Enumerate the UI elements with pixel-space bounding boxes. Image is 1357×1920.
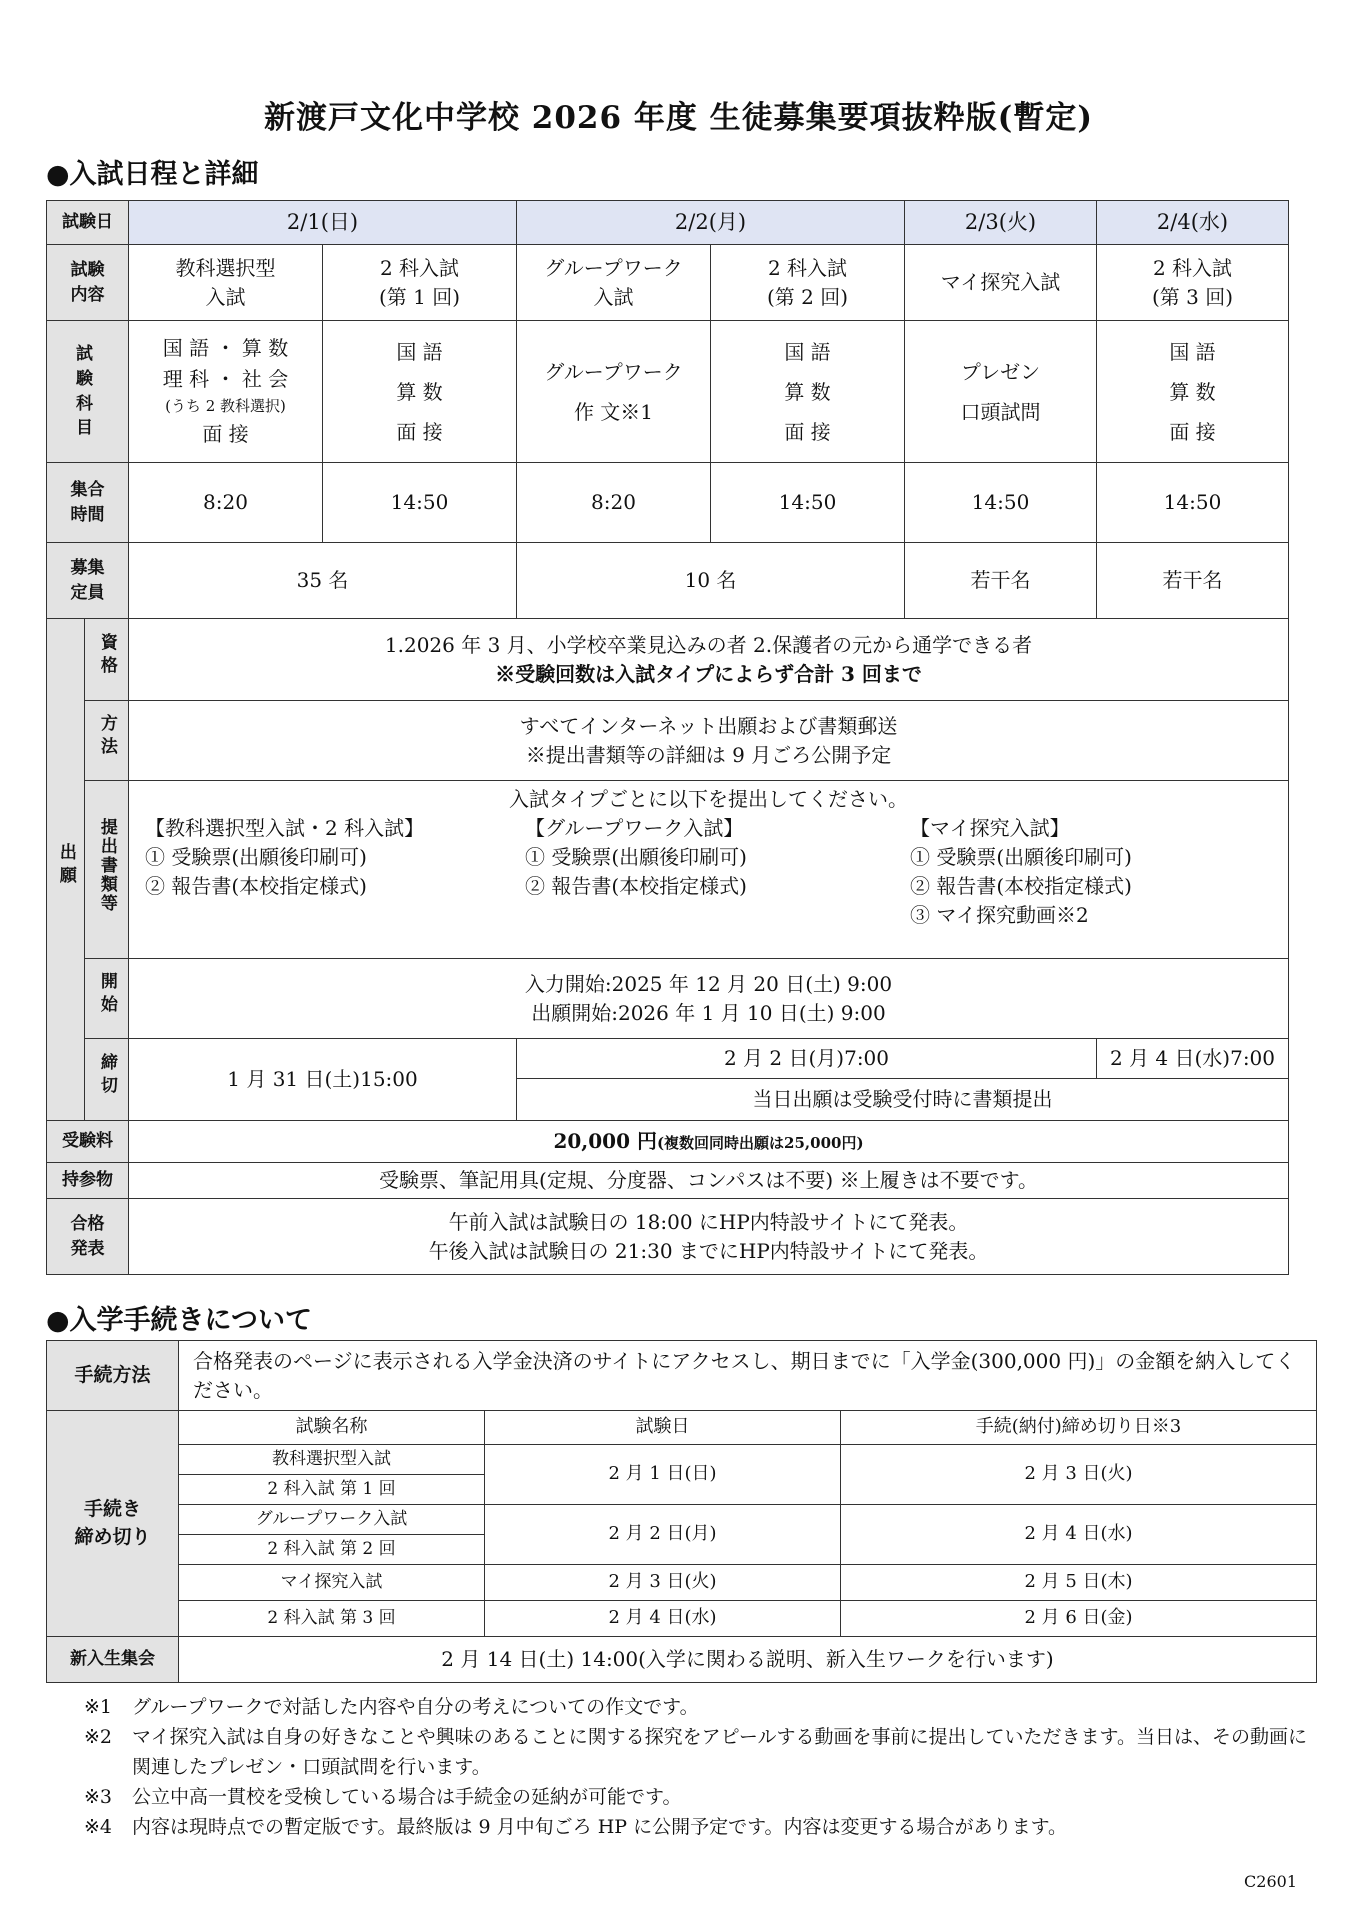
deadline-cell: 1 月 31 日(土)15:00 bbox=[129, 1039, 517, 1121]
exam-content: 2 科入試 (第 1 回) bbox=[323, 245, 517, 321]
docs-item: ② 報告書(本校指定様式) bbox=[525, 874, 747, 898]
orientation-text: 2 月 14 日(土) 14:00(入学に関わる説明、新入生ワークを行います) bbox=[179, 1637, 1317, 1683]
exam-name: 2 科入試 第 2 回 bbox=[179, 1535, 485, 1565]
exam-subjects bbox=[711, 321, 905, 463]
exam-subjects bbox=[517, 321, 711, 463]
schedule-table bbox=[46, 200, 1289, 1275]
subject-line: 算 数 bbox=[1169, 379, 1216, 404]
gather-time: 14:50 bbox=[711, 463, 905, 543]
deadline-note: 当日出願は受験受付時に書類提出 bbox=[517, 1079, 1289, 1121]
label-procedure-method: 手続方法 bbox=[47, 1341, 179, 1411]
docs-item: ① 受験票(出願後印刷可) bbox=[145, 845, 367, 869]
exam-content: 2 科入試 (第 2 回) bbox=[711, 245, 905, 321]
result-line: 午前入試は試験日の 18:00 にHP内特設サイトにて発表。 bbox=[448, 1209, 969, 1234]
exam-date: 2 月 2 日(月) bbox=[485, 1505, 841, 1565]
exam-content: マイ探究入試 bbox=[905, 245, 1097, 321]
date-cell: 2/2(月) bbox=[517, 201, 905, 245]
subject-line: 国 語 bbox=[396, 339, 443, 364]
capacity-cell: 35 名 bbox=[129, 543, 517, 619]
exam-subjects bbox=[1097, 321, 1289, 463]
date-cell: 2/3(火) bbox=[905, 201, 1097, 245]
result-cell bbox=[129, 1199, 1289, 1275]
exam-subjects bbox=[905, 321, 1097, 463]
label-procedure-deadline: 手続き 締め切り bbox=[47, 1411, 179, 1637]
footnote: ※2 マイ探究入試は自身の好きなことや興味のあることに関する探究をアピールする動画を事前に提出していただきます。当日は、その動画に関連したプレゼン・口頭試問を行います。 bbox=[84, 1726, 1307, 1778]
subject-line: 国 語 ・ 算 数 bbox=[162, 336, 289, 361]
subject-line: 口頭試問 bbox=[960, 399, 1041, 424]
subject-line: グループワーク bbox=[544, 359, 683, 384]
exam-due: 2 月 4 日(水) bbox=[841, 1505, 1317, 1565]
start-line: 入力開始:2025 年 12 月 20 日(土) 9:00 bbox=[524, 971, 893, 996]
method-line: すべてインターネット出願および書類郵送 bbox=[519, 713, 898, 738]
exam-content: 教科選択型 入試 bbox=[129, 245, 323, 321]
date-cell: 2/4(水) bbox=[1097, 201, 1289, 245]
start-line: 出願開始:2026 年 1 月 10 日(土) 9:00 bbox=[531, 1000, 886, 1025]
label-bring: 持参物 bbox=[47, 1163, 129, 1199]
section-heading-schedule: ●入試日程と詳細 bbox=[46, 159, 259, 190]
exam-due: 2 月 5 日(木) bbox=[841, 1565, 1317, 1601]
deadline-cell: 2 月 4 日(水)7:00 bbox=[1097, 1039, 1289, 1079]
exam-name: マイ探究入試 bbox=[179, 1565, 485, 1601]
exam-name: グループワーク入試 bbox=[179, 1505, 485, 1535]
qualification-line: 1.2026 年 3 月、小学校卒業見込みの者 2.保護者の元から通学できる者 bbox=[384, 632, 1033, 657]
exam-content: 2 科入試 (第 3 回) bbox=[1097, 245, 1289, 321]
subject-line: 面 接 bbox=[784, 419, 831, 444]
exam-content: グループワーク 入試 bbox=[517, 245, 711, 321]
gather-time: 14:50 bbox=[905, 463, 1097, 543]
procedure-table bbox=[46, 1340, 1317, 1683]
docs-heading: 【グループワーク入試】 bbox=[525, 816, 744, 840]
subject-line: 作 文※1 bbox=[573, 399, 654, 424]
docs-item: ① 受験票(出願後印刷可) bbox=[525, 845, 747, 869]
start-cell bbox=[129, 959, 1289, 1039]
gather-time: 8:20 bbox=[517, 463, 711, 543]
exam-subjects bbox=[323, 321, 517, 463]
label-content: 試験内容 bbox=[47, 245, 129, 321]
label-deadline: 締切 bbox=[85, 1039, 129, 1121]
subject-line: 算 数 bbox=[784, 379, 831, 404]
subject-line: 国 語 bbox=[784, 339, 831, 364]
subject-line: 算 数 bbox=[396, 379, 443, 404]
subject-line: 面 接 bbox=[202, 421, 249, 446]
result-line: 午後入試は試験日の 21:30 までにHP内特設サイトにて発表。 bbox=[428, 1238, 989, 1263]
subject-line: (うち 2 教科選択) bbox=[165, 397, 286, 416]
exam-subjects bbox=[129, 321, 323, 463]
subject-line: プレゼン bbox=[960, 359, 1041, 384]
col-header: 手続(納付)締め切り日※3 bbox=[841, 1411, 1317, 1445]
deadline-cell: 2 月 2 日(月)7:00 bbox=[517, 1039, 1097, 1079]
label-start: 開始 bbox=[85, 959, 129, 1039]
fee-note: (複数回同時出願は25,000円) bbox=[656, 1134, 864, 1152]
capacity-cell: 若干名 bbox=[905, 543, 1097, 619]
docs-item: ③ マイ探究動画※2 bbox=[910, 903, 1089, 927]
label-orientation: 新入生集会 bbox=[47, 1637, 179, 1683]
docs-item: ② 報告書(本校指定様式) bbox=[910, 874, 1132, 898]
method-note: ※提出書類等の詳細は 9 月ごろ公開予定 bbox=[525, 742, 892, 767]
docs-item: ① 受験票(出願後印刷可) bbox=[910, 845, 1132, 869]
section-heading-procedure: ●入学手続きについて bbox=[46, 1305, 313, 1336]
subject-line: 理 科 ・ 社 会 bbox=[162, 367, 289, 392]
label-method: 方法 bbox=[85, 701, 129, 781]
subject-line: 国 語 bbox=[1169, 339, 1216, 364]
exam-name: 2 科入試 第 3 回 bbox=[179, 1601, 485, 1637]
gather-time: 14:50 bbox=[1097, 463, 1289, 543]
bring-cell: 受験票、筆記用具(定規、分度器、コンパスは不要) ※上履きは不要です。 bbox=[129, 1163, 1289, 1199]
exam-date: 2 月 3 日(火) bbox=[485, 1565, 841, 1601]
exam-due: 2 月 3 日(火) bbox=[841, 1445, 1317, 1505]
method-cell bbox=[129, 701, 1289, 781]
fee-amount: 20,000 円 bbox=[553, 1129, 657, 1153]
page-title: 新渡戸文化中学校 2026 年度 生徒募集要項抜粋版(暫定) bbox=[264, 100, 1093, 136]
docs-cell bbox=[129, 781, 1289, 959]
capacity-cell: 10 名 bbox=[517, 543, 905, 619]
subject-line: 面 接 bbox=[1169, 419, 1216, 444]
docs-heading: 【マイ探究入試】 bbox=[910, 816, 1070, 840]
docs-heading: 【教科選択型入試・2 科入試】 bbox=[145, 816, 425, 840]
label-docs: 提出書類等 bbox=[85, 781, 129, 959]
label-fee: 受験料 bbox=[47, 1121, 129, 1163]
gather-time: 8:20 bbox=[129, 463, 323, 543]
docs-intro: 入試タイプごとに以下を提出してください。 bbox=[509, 787, 908, 811]
docs-item: ② 報告書(本校指定様式) bbox=[145, 874, 367, 898]
exam-due: 2 月 6 日(金) bbox=[841, 1601, 1317, 1637]
exam-date: 2 月 4 日(水) bbox=[485, 1601, 841, 1637]
qualification-cell bbox=[129, 619, 1289, 701]
capacity-cell: 若干名 bbox=[1097, 543, 1289, 619]
col-header: 試験名称 bbox=[179, 1411, 485, 1445]
footnotes bbox=[84, 1692, 1324, 1842]
subject-line: 面 接 bbox=[396, 419, 443, 444]
footnote: ※1 グループワークで対話した内容や自分の考えについての作文です。 bbox=[84, 1696, 699, 1718]
footnote: ※3 公立中高一貫校を受検している場合は手続金の延納が可能です。 bbox=[84, 1786, 682, 1808]
exam-date: 2 月 1 日(日) bbox=[485, 1445, 841, 1505]
gather-time: 14:50 bbox=[323, 463, 517, 543]
footnote: ※4 内容は現時点での暫定版です。最終版は 9 月中旬ごろ HP に公開予定です。内容は変更する場合があります。 bbox=[84, 1816, 1068, 1838]
qualification-note: ※受験回数は入試タイプによらず合計 3 回まで bbox=[495, 661, 922, 686]
label-subjects: 試験科目 bbox=[47, 321, 129, 463]
label-qual: 資格 bbox=[85, 619, 129, 701]
fee-cell bbox=[129, 1121, 1289, 1163]
document-code: C2601 bbox=[1244, 1872, 1297, 1891]
label-result: 合格発表 bbox=[47, 1199, 129, 1275]
date-cell: 2/1(日) bbox=[129, 201, 517, 245]
exam-name: 2 科入試 第 1 回 bbox=[179, 1475, 485, 1505]
exam-name: 教科選択型入試 bbox=[179, 1445, 485, 1475]
label-apply: 出願 bbox=[47, 619, 85, 1121]
label-capacity: 募集定員 bbox=[47, 543, 129, 619]
col-header: 試験日 bbox=[485, 1411, 841, 1445]
label-date: 試験日 bbox=[47, 201, 129, 245]
procedure-method-text: 合格発表のページに表示される入学金決済のサイトにアクセスし、期日までに「入学金(300,000 円)」の金額を納入してください。 bbox=[179, 1341, 1317, 1411]
label-gather: 集合時間 bbox=[47, 463, 129, 543]
